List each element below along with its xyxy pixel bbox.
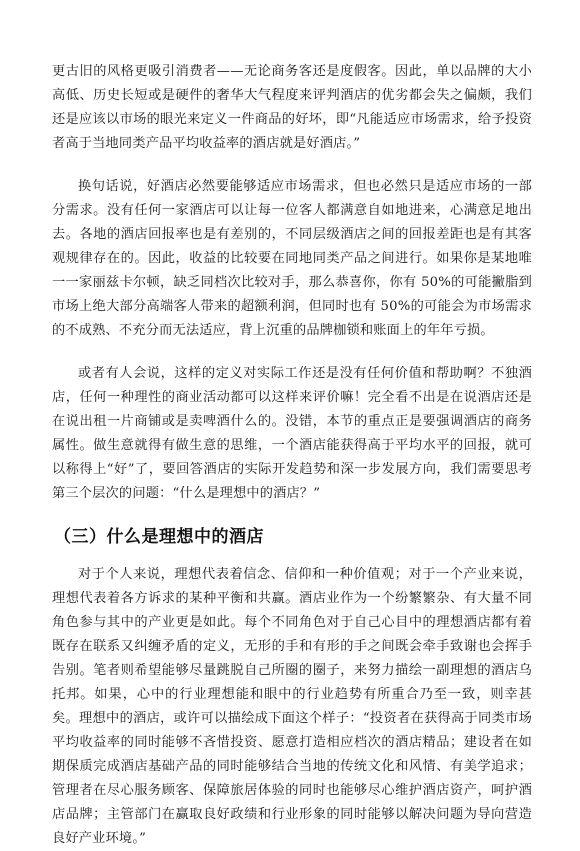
paragraph-2: 换句话说，好酒店必然要能够适应市场需求，但也必然只是适应市场的一部分需求。没有任何一家酒店可以让每一位客人都满意自如地进来，心满意足地出去。各地的酒店回报率也是有差别的，不同层级酒店之间的回报差距也是有其客观规律存在的。因此，收益的比较要在同地同类产品之间进行。如果你是某地唯一一家丽兹卡尔顿，缺乏同档次比较对手，那么恭喜你，你有 50%的可能撇脂到市场上绝大部分高端客人带来的超额利润，但同时也有 50%的可能会为市场需求的不成熟、不充分而无法适应，背上沉重的品牌枷锁和账面上的年年亏损。 (52, 179, 532, 338)
section-heading: （三）什么是理想中的酒店 (54, 527, 264, 547)
section-paragraph: 对于个人来说，理想代表着信念、信仰和一种价值观；对于一个产业来说，理想代表着各方诉求的某种平衡和共赢。酒店业作为一个纷繁繁杂、有大量不同角色参与其中的产业更是如此。每个不同角色对于自己心目中的理想酒店都有着既存在联系又纠缠矛盾的定义，无形的手和有形的手之间既会牵手致谢也会挥手告别。笔者则希望能够尽量跳脱自己所圈的圈子，来努力描绘一副理想的酒店乌托邦。如果，心中的行业理想能和眼中的行业趋势有所重合乃至一致，则幸甚矣。理想中的酒店，或许可以描绘成下面这个样子：“投资者在获得高于同类市场平均收益率的同时能够不吝惜投资、愿意打造相应档次的酒店精品；建设者在如期保质完成酒店基础产品的同时能够结合当地的传统文化和风情、有美学追求；管理者在尽心服务顾客、保障旅居体验的同时也能够尽心维护酒店资产，呵护酒店品牌；主管部门在赢取良好政绩和行业形象的同时能够以解决问题为导向营造良好产业环境。” (52, 567, 532, 846)
paragraph-3: 或者有人会说，这样的定义对实际工作还是没有任何价值和帮助啊？不独酒店，任何一种理性的商业活动都可以这样来评价嘛！完全看不出是在说酒店还是在说出租一片商铺或是卖啤酒什么的。没错，本节的重点正是要强调酒店的商务属性。做生意就得有做生意的思维，一个酒店能获得高于平均水平的回报，就可以称得上“好”了，要回答酒店的实际开发趋势和深一步发展方向，我们需要思考第三个层次的问题：“什么是理想中的酒店？” (52, 366, 532, 501)
paragraph-1: 更古旧的风格更吸引消费者——无论商务客还是度假客。因此，单以品牌的大小高低、历史长短或是硬件的奢华大气程度来评判酒店的优劣都会失之偏颇，我们还是应该以市场的眼光来定义一件商品的好坏，即“凡能适应市场需求，给予投资者高于当地同类产品平均收益率的酒店就是好酒店。” (52, 64, 532, 151)
